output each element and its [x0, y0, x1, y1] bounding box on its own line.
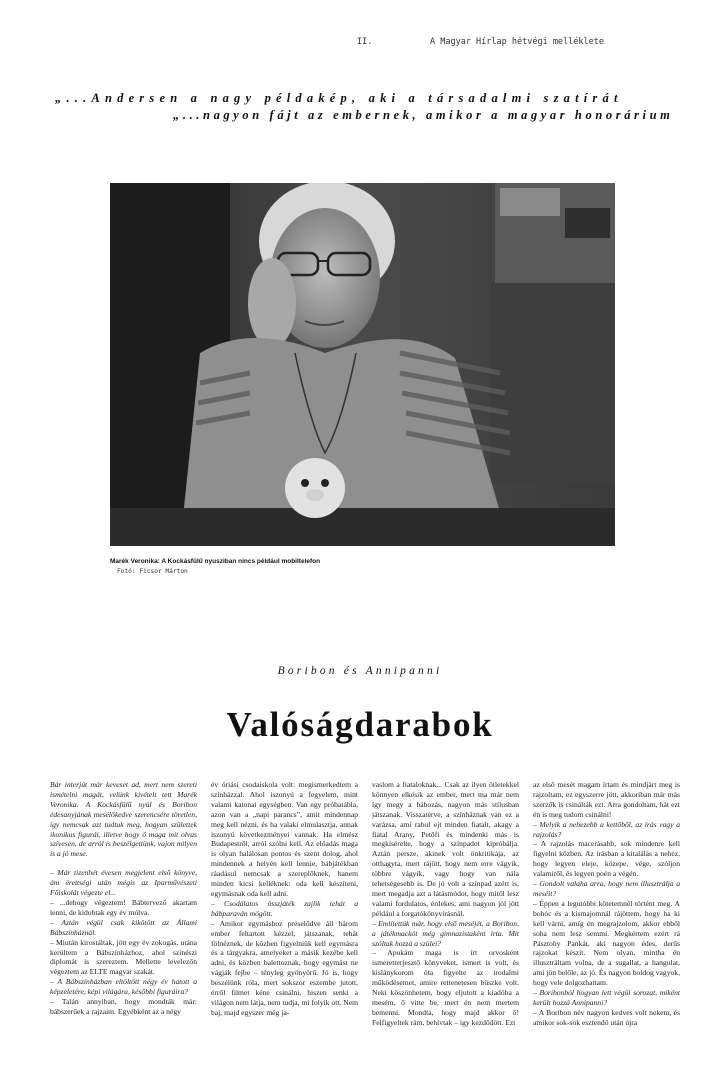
paragraph: – A rajzolás macerásabb, sok mindenre kell figyelni közben. Az írásban a kitalálás a nehéz, hogy legyen eleje, közepe, vége, szóljon valamiről, és legyen poén a végén. [533, 839, 680, 879]
series-title: Boribon és Annipanni [277, 665, 443, 677]
article-title: Valóságdarabok [226, 705, 494, 744]
supplement-title: A Magyar Hírlap hétvégi melléklete [430, 37, 604, 47]
paragraph: – Apukám maga is írt orvosként ismeretterjesztő könyveket, ismert is volt, és kislánykorom óta figyelte az irodalmi működésemet, amire rettenetesen büszke volt. Neki köszönhetem, hogy eljutott a kiadóba a mesém, ő vitte be, mert én nem mertem bemenni. Mondta, hogy majd akkor ő! Felfigyeltek rám, behívtak – így kezdődött. Ezt [372, 948, 519, 1027]
paragraph: – Éppen a legutóbbi kötetemnél történt meg. A bohóc és a kismajomnál rájöttem, hogy ha ki kell várni, amíg én megrajzolom, akkor ebből soha nem lesz semmi. Megkértem ezért rá Pásztohy Pankát, aki nagyon édes, derűs rajzokat készít. Nem olyan, mintha én illusztráltam volna, de a sugallat, a hangulat, ami jön belőle, az jó. És nagyon boldog vagyok, hogy vele dolgozhattam. [533, 898, 680, 988]
photo-caption: Marék Veronika: A Kockásfülű nyusziban nincs például mobiltelefon [110, 558, 321, 565]
paragraph: – Amikor egymáshoz préselődve áll három ember feltartott kézzel, játszanak, tehát fölnéznek, de közben figyelniük kell egymásra és a tárgyakra, amelyeket a másik kezébe kell adni, és közben balettoznak, hogy egymást ne vágják fejbe – tényleg gyönyörű. Jó is, hogy beszélünk róla, mert sokszor eszembe jutott, érről filmet kéne csinálni, hiszen senki a világon nem látja, nem tudja, mi folyik ott. Nem baj, majd egyszer még ja- [211, 918, 358, 1017]
paragraph: Bár interjút már keveset ad, mert nem szereti ismételni magát, velünk kivételt tett Marék Veronika. A Kockásfülű nyúl és Boribon édesanyjának mesélőkedve szerencsére töretlen, így nemcsak azt tudtuk meg, hogyan születtek ikonikus figurái, illetve hogy ő maga mit olvas szívesen, de arról is beszélgettünk, vajon milyen is a jó mese. [50, 780, 197, 859]
page-number: II. [357, 37, 373, 47]
paragraph: – A Boribon név nagyon kedves volt nekem, és amikor sok-sok esztendő után újra [533, 1007, 680, 1027]
portrait-photo [110, 183, 615, 546]
paragraph: – Miután kirostáltak, jött egy év zokogás, utána kerültem a Bábszínházhoz, ahol színészi diplomát is szereztem. Mellette levelezőn végeztem az ELTE magyar szakát. [50, 937, 197, 977]
page-header [0, 37, 720, 51]
photo-credit: Fotó: Ficsor Márton [117, 568, 188, 575]
paragraph: – ...dehogy végeztem! Bábtervező akartam lenni, de kidobtak egy év múlva. [50, 897, 197, 917]
column-2 [211, 780, 358, 1070]
paragraph: év óriási csodaiskola volt: megismerkedtem a színházzal. Ahol iszonyú a fegyelem, mint valami katonai egységben. Van egy próbatábla, azon van a „napi parancs”, amit mindennap meg kell nézni, és ha valaki elmulasztja, annak iszonyú következményei vannak. Ha elmész Budapestről, arról szólni kell. Az előadás maga is olyan halálosan pontos és szent dolog, ahol mindennek a helyén kell lennie, bábjátékban ráadásul nemcsak a szereplőknek, hanem minden kicsi kelléknek: oda kell készíteni, egymásnak oda kell adni. [211, 780, 358, 898]
pull-quote-2: „...nagyon fájt az embernek, amikor a magyar honorárium [173, 108, 674, 122]
paragraph: – Aztán végül csak kikötött az Állami Bábszínháznál. [50, 917, 197, 937]
paragraph: – Boribonból hogyan lett végül sorozat, miként került hozzá Annipanni? [533, 988, 680, 1007]
paragraph: – Említettük már, hogy első meséjét, a Boribon, a játékmackót még gimnazistaként írta. Mit szóltak hozzá a szülei? [372, 918, 519, 948]
paragraph: – Melyik a nehezebb a kettőből, az írás vagy a rajzolás? [533, 819, 680, 839]
paragraph: – Gondolt valaha arra, hogy nem illusztrálja a meséit? [533, 879, 680, 898]
paragraph: – Talán annyiban, hogy mondták már: bábszerűek a rajzaim. Egyébként az a négy [50, 997, 197, 1016]
column-3 [372, 780, 519, 1070]
paragraph: vaslom a fiataloknak... Csak az ilyen ötletekkel könnyen elkésik az ember, mert ma már nem így megy a bábozás, nagyon más stílusban játszanak. Visszatérve, a színháznak van ez a varázsa, ami rabul ejt minden fiatalt, akagy a fiatal Arany, Petőfi és mindenki más is megkísérelte, hogy a színpadot kipróbálja. Aztán persze, akinek volt önkritikája, az otthagyta, mert rájött, hogy nem erre vágyik, többre vágyik, vagy hogy van nála tehetségesebb is. De jó volt a színpad azért is, mert megadja azt a látásmódot, hogy mitől lesz valami fordulatos, érdekes, ami nagyon jól jött például a forgatókönyvírásnál. [372, 780, 519, 918]
column-1 [50, 780, 197, 1070]
article-body [50, 780, 680, 1070]
paragraph: – Már tizenhét évesen megjelent első könyve, ám érettségi után mégis az Iparművészeti Főiskolát végezte el... [50, 868, 197, 898]
paragraph: – A Bábszínházban eltöltött négy év hatott a képzeletére, képi világára, későbbi figuráira? [50, 977, 197, 997]
paragraph: az első mesét magam írtam és mindjárt meg is rajzoltam, ez egyszerre jött, akkoriban már más szerzők is csinálták ezt. Arra gondoltam, hát ezt én is meg tudom csinálni! [533, 780, 680, 819]
column-4 [533, 780, 680, 1070]
pull-quote-1: „...Andersen a nagy példakép, aki a társadalmi szatírát [55, 91, 623, 105]
paragraph: – Csodálatos összjáték zajlik tehát a bábparaván mögött. [211, 898, 358, 918]
